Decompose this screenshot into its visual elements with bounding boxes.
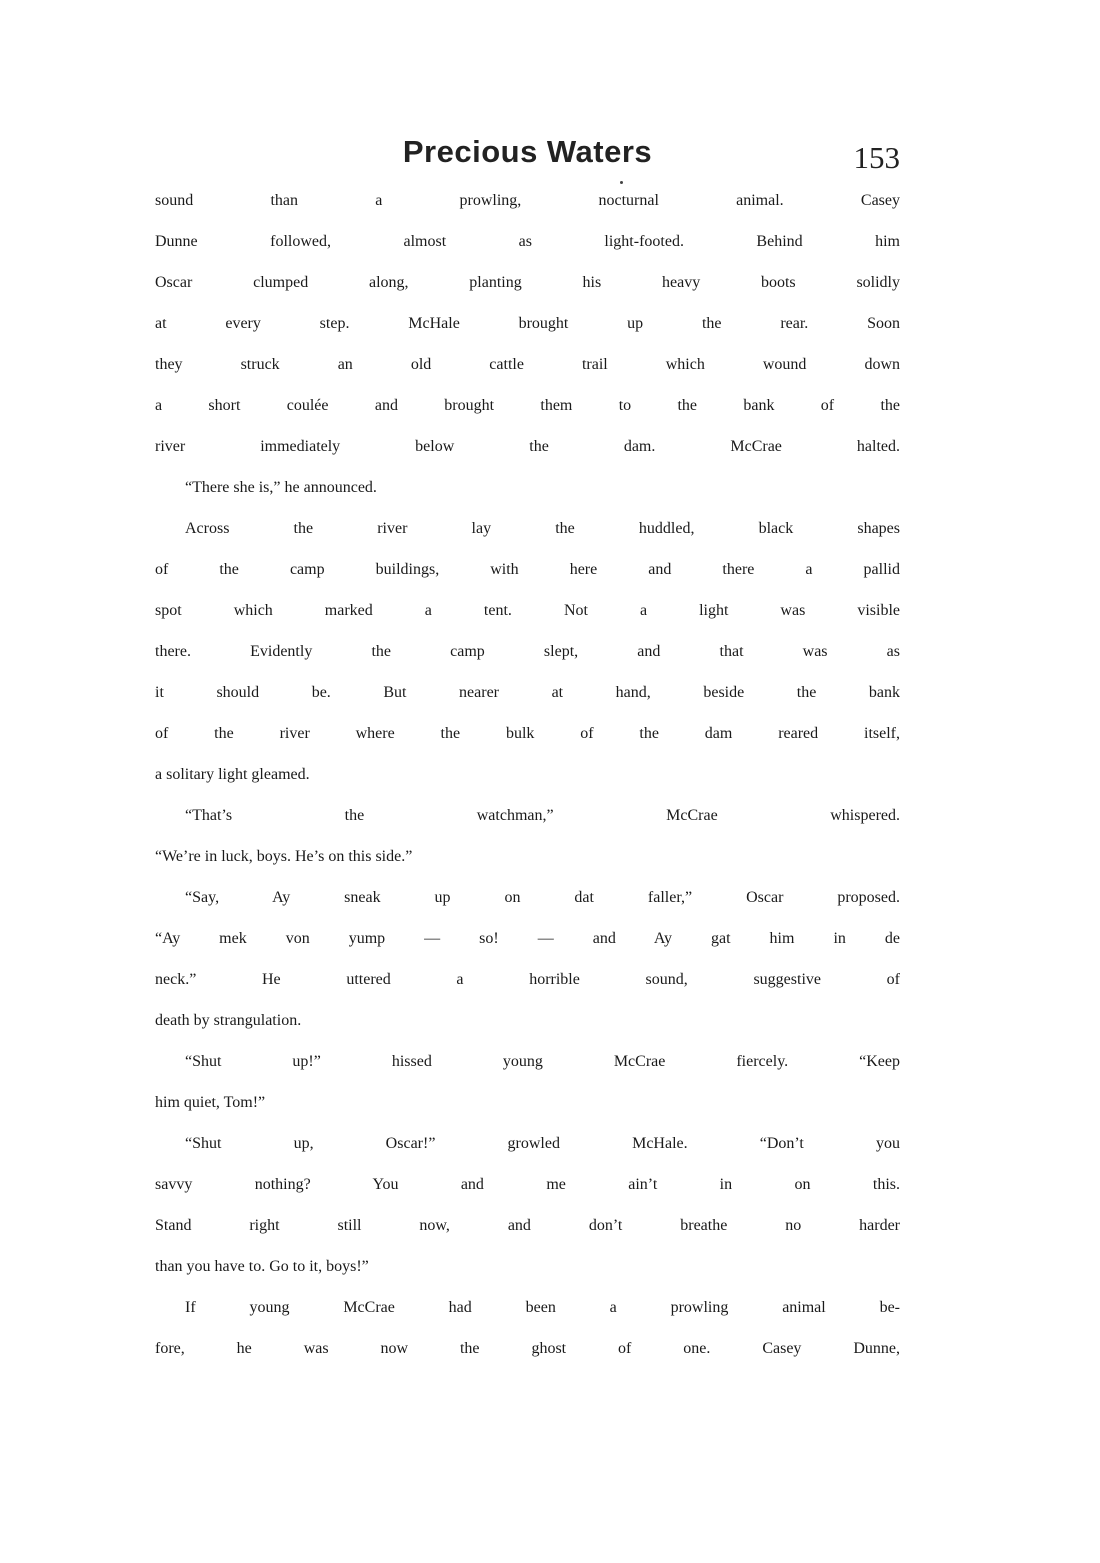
text-line: “There she is,” he announced. (185, 479, 377, 496)
paragraph-6 (155, 1053, 900, 1135)
text-line: “Say, Ay sneak up on dat faller,” Oscar proposed. (185, 889, 900, 906)
paragraph-8 (155, 1299, 900, 1381)
text-line: neck.” He uttered a horrible sound, suggestive of (155, 971, 900, 988)
running-head (155, 130, 900, 180)
text-line: “We’re in luck, boys. He’s on this side.” (155, 848, 413, 865)
page-number: 153 (853, 140, 900, 175)
text-line: they struck an old cattle trail which wound down (155, 356, 900, 373)
text-line: savvy nothing? You and me ain’t in on this. (155, 1176, 900, 1193)
paragraph-7 (155, 1135, 900, 1299)
text-line: Stand right still now, and don’t breathe no harder (155, 1217, 900, 1234)
running-title: Precious Waters (402, 134, 653, 169)
text-line: “Shut up!” hissed young McCrae fiercely. “Keep (185, 1053, 900, 1070)
text-line: “That’s the watchman,” McCrae whispered. (185, 807, 900, 824)
text-line: it should be. But nearer at hand, beside the bank (155, 684, 900, 701)
text-line: of the river where the bulk of the dam reared itself, (155, 725, 900, 742)
text-line: “Ay mek von yump — so! — and Ay gat him in de (155, 930, 900, 947)
text-line: a short coulée and brought them to the bank of the (155, 397, 900, 414)
text-line: “Shut up, Oscar!” growled McHale. “Don’t you (185, 1135, 900, 1152)
body-text (155, 192, 900, 1381)
text-line: spot which marked a tent. Not a light was visible (155, 602, 900, 619)
paragraph-2 (155, 479, 900, 520)
text-line: river immediately below the dam. McCrae halted. (155, 438, 900, 455)
paragraph-1 (155, 192, 900, 479)
print-speck (620, 181, 623, 184)
text-line: fore, he was now the ghost of one. Casey Dunne, (155, 1340, 900, 1357)
text-line: sound than a prowling, nocturnal animal. Casey (155, 192, 900, 209)
text-line: Dunne followed, almost as light-footed. Behind him (155, 233, 900, 250)
text-line: than you have to. Go to it, boys!” (155, 1258, 369, 1275)
text-line: If young McCrae had been a prowling animal be- (185, 1299, 900, 1316)
text-line: of the camp buildings, with here and there a pallid (155, 561, 900, 578)
text-line: Oscar clumped along, planting his heavy boots solidly (155, 274, 900, 291)
text-line: there. Evidently the camp slept, and that was as (155, 643, 900, 660)
text-line: a solitary light gleamed. (155, 766, 310, 783)
paragraph-4 (155, 807, 900, 889)
paragraph-3 (155, 520, 900, 807)
text-line: death by strangulation. (155, 1012, 302, 1029)
paragraph-5 (155, 889, 900, 1053)
text-line: Across the river lay the huddled, black shapes (185, 520, 900, 537)
text-line: at every step. McHale brought up the rear. Soon (155, 315, 900, 332)
text-line: him quiet, Tom!” (155, 1094, 266, 1111)
